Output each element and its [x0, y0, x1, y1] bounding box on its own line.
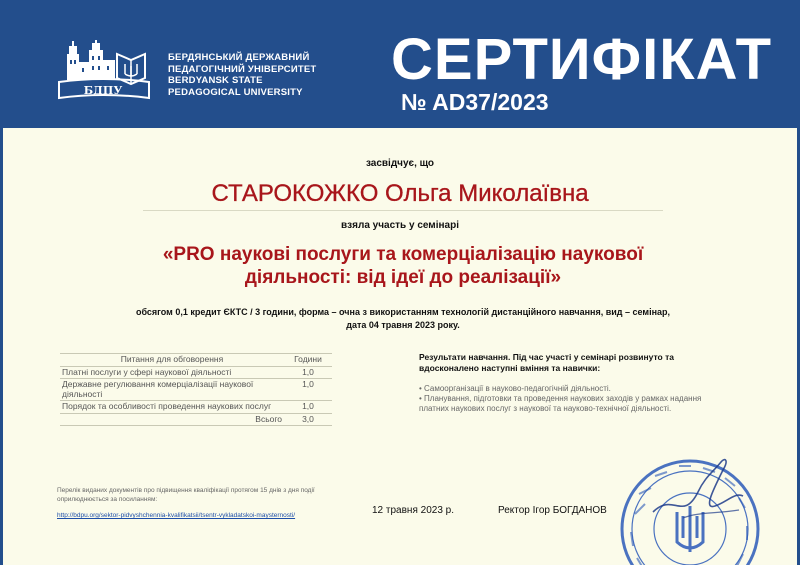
hours-cell: 1,0	[284, 366, 332, 379]
total-label: Всього	[60, 413, 284, 426]
total-hours: 3,0	[284, 413, 332, 426]
university-logo-icon	[53, 40, 153, 104]
footnote	[57, 487, 347, 521]
topics-table	[60, 353, 332, 426]
table-row	[60, 379, 332, 401]
learning-results	[419, 352, 719, 414]
university-name-line: ПЕДАГОГІЧНИЙ УНІВЕРСИТЕТ	[168, 63, 317, 75]
topic-cell: Платні послуги у сфері наукової діяльності	[60, 366, 284, 379]
seminar-description: обсягом 0,1 кредит ЄКТС / 3 години, форма – очна з використанням технологій дистанційного навчання, вид – семінар, дата 04 травня 2023 року.	[135, 307, 671, 330]
table-total-row	[60, 413, 332, 426]
list-item: • Самоорганізації в науково-педагогічній діяльності.	[419, 384, 719, 394]
recipient-name: СТАРОКОЖКО Ольга Миколаївна	[211, 180, 589, 207]
certificate-header	[3, 0, 797, 128]
hours-cell: 1,0	[284, 379, 332, 401]
topic-cell: Порядок та особливості проведення наукових послуг	[60, 401, 284, 414]
participation-label: взяла участь у семінарі	[341, 220, 459, 231]
hours-cell: 1,0	[284, 401, 332, 414]
table-row	[60, 401, 332, 414]
results-list	[419, 384, 719, 414]
svg-text:БДПУ: БДПУ	[83, 84, 123, 97]
footnote-link[interactable]: http://bdpu.org/sektor-pidvyshchennia-kvalifikatsii/tsentr-vykladatskoi-maysternosti/	[57, 512, 296, 519]
footnote-text: Перелік виданих документів про підвищення кваліфікації протягом 15 днів з дня події оприлюднюється за посиланням:	[57, 487, 315, 503]
rector-signature-label: Ректор Ігор БОГДАНОВ	[498, 505, 607, 516]
results-title: Результати навчання. Під час участі у семінарі розвинуто та вдосконалено наступні вміння та навички:	[419, 352, 674, 373]
name-underline	[143, 210, 663, 211]
rector-signature-icon	[643, 452, 753, 532]
attests-label: засвідчує, що	[365, 158, 435, 169]
certificate-number: № AD37/2023	[401, 89, 549, 115]
list-item: • Планування, підготовки та проведення наукових заходів у рамках надання платних наукових послуг з наукової та науково-технічної діяльності.	[419, 394, 719, 414]
table-row	[60, 366, 332, 379]
hours-column-header: Години	[284, 354, 332, 367]
issue-date: 12 травня 2023 р.	[372, 505, 454, 516]
university-name	[168, 52, 316, 98]
topics-column-header: Питання для обговорення	[60, 354, 284, 367]
table-header-row	[60, 354, 332, 367]
seminar-title: «PRO наукові послуги та комерціалізацію наукової діяльності: від ідеї до реалізації»	[162, 244, 644, 288]
certificate-title: СЕРТИФІКАТ	[391, 27, 773, 92]
university-name-line: PEDAGOGICAL UNIVERSITY	[168, 86, 303, 98]
university-name-line: БЕРДЯНСЬКИЙ ДЕРЖАВНИЙ	[168, 52, 310, 63]
topic-cell: Державне регулювання комерціалізації наукової діяльності	[60, 379, 284, 401]
university-name-line: BERDYANSK STATE	[168, 75, 263, 86]
